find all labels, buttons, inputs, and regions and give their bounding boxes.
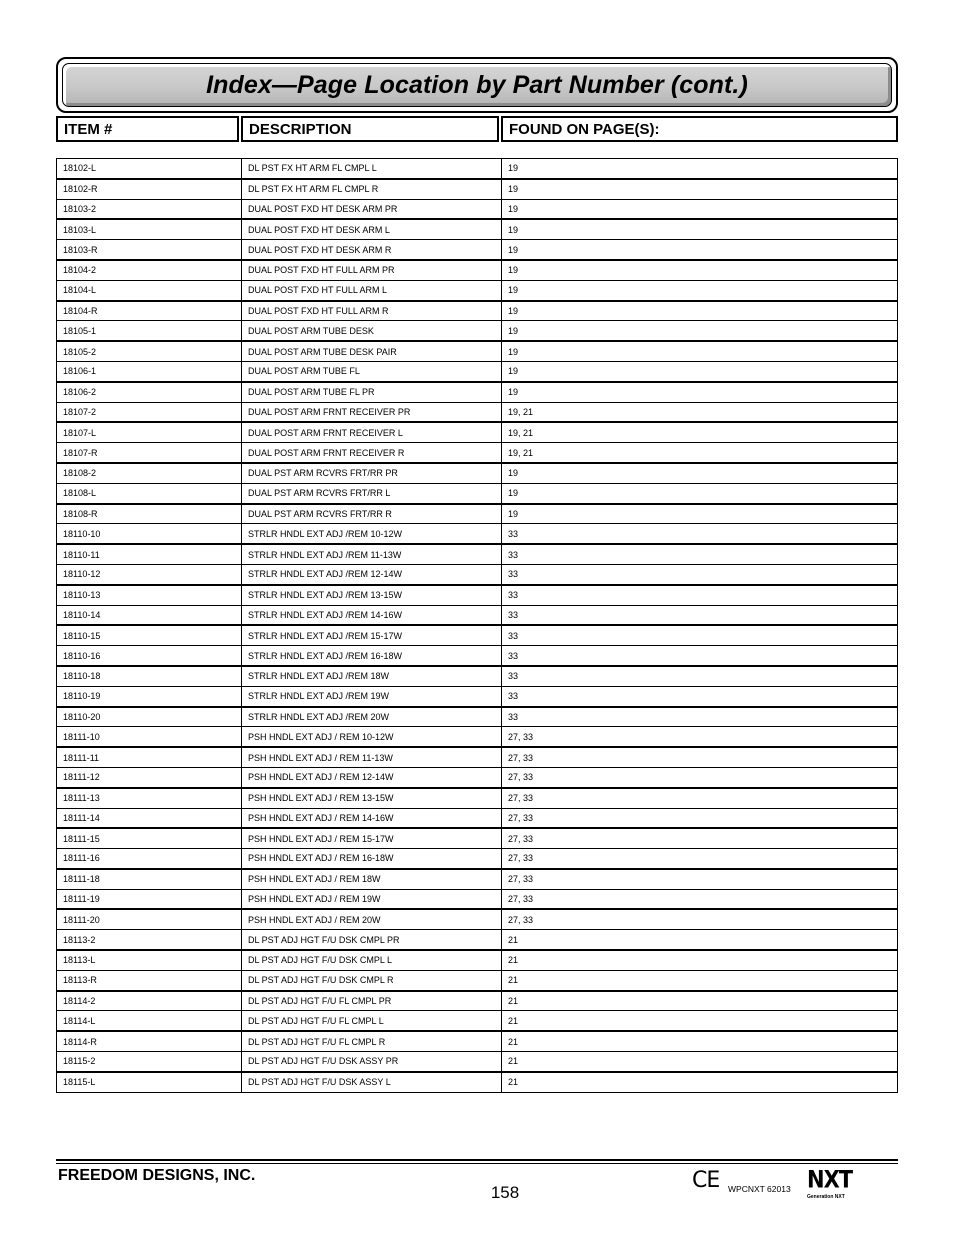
table-row bbox=[57, 341, 898, 361]
item-number-cell: 18105-2 bbox=[57, 341, 242, 361]
table-row bbox=[57, 361, 898, 381]
column-header-description: DESCRIPTION bbox=[241, 116, 499, 142]
item-number-cell: 18114-R bbox=[57, 1031, 242, 1051]
description-cell: DUAL PST ARM RCVRS FRT/RR R bbox=[242, 504, 502, 524]
item-number-cell: 18103-L bbox=[57, 219, 242, 239]
table-row bbox=[57, 788, 898, 808]
pages-cell: 21 bbox=[502, 1031, 898, 1051]
description-cell: DL PST FX HT ARM FL CMPL R bbox=[242, 179, 502, 199]
pages-cell: 21 bbox=[502, 1011, 898, 1031]
description-cell: PSH HNDL EXT ADJ / REM 16-18W bbox=[242, 849, 502, 869]
item-number-cell: 18108-L bbox=[57, 483, 242, 503]
pages-cell: 19 bbox=[502, 463, 898, 483]
description-cell: DUAL PST ARM RCVRS FRT/RR PR bbox=[242, 463, 502, 483]
table-row bbox=[57, 1052, 898, 1072]
description-cell: DL PST ADJ HGT F/U FL CMPL L bbox=[242, 1011, 502, 1031]
pages-cell: 33 bbox=[502, 646, 898, 666]
item-number-cell: 18110-13 bbox=[57, 585, 242, 605]
description-cell: DUAL POST ARM TUBE FL bbox=[242, 361, 502, 381]
pages-cell: 33 bbox=[502, 666, 898, 686]
pages-cell: 33 bbox=[502, 625, 898, 645]
pages-cell: 19 bbox=[502, 280, 898, 300]
item-number-cell: 18114-L bbox=[57, 1011, 242, 1031]
table-row bbox=[57, 970, 898, 990]
description-cell: PSH HNDL EXT ADJ / REM 15-17W bbox=[242, 828, 502, 848]
company-name: FREEDOM DESIGNS, INC. bbox=[58, 1167, 256, 1184]
description-cell: DUAL POST FXD HT FULL ARM R bbox=[242, 301, 502, 321]
nxt-logo-tagline: Generation NXT bbox=[807, 1194, 845, 1200]
table-row bbox=[57, 889, 898, 909]
item-number-cell: 18110-11 bbox=[57, 544, 242, 564]
description-cell: DUAL POST ARM TUBE DESK PAIR bbox=[242, 341, 502, 361]
pages-cell: 21 bbox=[502, 970, 898, 990]
pages-cell: 27, 33 bbox=[502, 849, 898, 869]
item-number-cell: 18110-14 bbox=[57, 605, 242, 625]
table-row bbox=[57, 849, 898, 869]
description-cell: STRLR HNDL EXT ADJ /REM 12-14W bbox=[242, 564, 502, 584]
document-code: WPCNXT 62013 bbox=[728, 1184, 791, 1194]
description-cell: PSH HNDL EXT ADJ / REM 19W bbox=[242, 889, 502, 909]
table-row bbox=[57, 828, 898, 848]
pages-cell: 19 bbox=[502, 321, 898, 341]
pages-cell: 27, 33 bbox=[502, 767, 898, 787]
table-row bbox=[57, 727, 898, 747]
footer-rule-thin bbox=[56, 1163, 898, 1164]
description-cell: DL PST FX HT ARM FL CMPL L bbox=[242, 159, 502, 179]
item-number-cell: 18110-15 bbox=[57, 625, 242, 645]
description-cell: DL PST ADJ HGT F/U FL CMPL PR bbox=[242, 991, 502, 1011]
item-number-cell: 18106-1 bbox=[57, 361, 242, 381]
table-row bbox=[57, 1072, 898, 1092]
item-number-cell: 18104-2 bbox=[57, 260, 242, 280]
pages-cell: 27, 33 bbox=[502, 909, 898, 929]
description-cell: DUAL POST ARM FRNT RECEIVER L bbox=[242, 422, 502, 442]
item-number-cell: 18113-2 bbox=[57, 930, 242, 950]
description-cell: PSH HNDL EXT ADJ / REM 13-15W bbox=[242, 788, 502, 808]
nxt-logo-word: NXT bbox=[807, 1165, 853, 1194]
pages-cell: 27, 33 bbox=[502, 747, 898, 767]
table-row bbox=[57, 707, 898, 727]
pages-cell: 27, 33 bbox=[502, 889, 898, 909]
table-row bbox=[57, 199, 898, 219]
table-row bbox=[57, 179, 898, 199]
pages-cell: 19 bbox=[502, 260, 898, 280]
pages-cell: 33 bbox=[502, 686, 898, 706]
item-number-cell: 18113-L bbox=[57, 950, 242, 970]
pages-cell: 21 bbox=[502, 930, 898, 950]
pages-cell: 19 bbox=[502, 219, 898, 239]
item-number-cell: 18107-L bbox=[57, 422, 242, 442]
description-cell: DUAL POST FXD HT DESK ARM R bbox=[242, 240, 502, 260]
pages-cell: 19, 21 bbox=[502, 443, 898, 463]
description-cell: DUAL POST FXD HT DESK ARM L bbox=[242, 219, 502, 239]
pages-cell: 19, 21 bbox=[502, 402, 898, 422]
title-banner bbox=[56, 57, 898, 113]
item-number-cell: 18111-14 bbox=[57, 808, 242, 828]
pages-cell: 27, 33 bbox=[502, 727, 898, 747]
description-cell: STRLR HNDL EXT ADJ /REM 11-13W bbox=[242, 544, 502, 564]
description-cell: STRLR HNDL EXT ADJ /REM 10-12W bbox=[242, 524, 502, 544]
description-cell: DUAL POST ARM TUBE DESK bbox=[242, 321, 502, 341]
item-number-cell: 18103-R bbox=[57, 240, 242, 260]
item-number-cell: 18108-R bbox=[57, 504, 242, 524]
table-row bbox=[57, 240, 898, 260]
item-number-cell: 18110-12 bbox=[57, 564, 242, 584]
table-row bbox=[57, 625, 898, 645]
item-number-cell: 18111-19 bbox=[57, 889, 242, 909]
item-number-cell: 18108-2 bbox=[57, 463, 242, 483]
item-number-cell: 18105-1 bbox=[57, 321, 242, 341]
column-header-pages: FOUND ON PAGE(S): bbox=[501, 116, 898, 142]
item-number-cell: 18103-2 bbox=[57, 199, 242, 219]
item-number-cell: 18110-20 bbox=[57, 707, 242, 727]
table-row bbox=[57, 605, 898, 625]
item-number-cell: 18110-16 bbox=[57, 646, 242, 666]
table-row bbox=[57, 950, 898, 970]
pages-cell: 21 bbox=[502, 1072, 898, 1092]
item-number-cell: 18114-2 bbox=[57, 991, 242, 1011]
table-row bbox=[57, 646, 898, 666]
description-cell: STRLR HNDL EXT ADJ /REM 15-17W bbox=[242, 625, 502, 645]
item-number-cell: 18110-18 bbox=[57, 666, 242, 686]
description-cell: DL PST ADJ HGT F/U FL CMPL R bbox=[242, 1031, 502, 1051]
pages-cell: 19 bbox=[502, 341, 898, 361]
table-row bbox=[57, 991, 898, 1011]
table-row bbox=[57, 402, 898, 422]
description-cell: DL PST ADJ HGT F/U DSK ASSY PR bbox=[242, 1052, 502, 1072]
description-cell: DUAL POST ARM TUBE FL PR bbox=[242, 382, 502, 402]
table-row bbox=[57, 422, 898, 442]
description-cell: DUAL POST FXD HT FULL ARM PR bbox=[242, 260, 502, 280]
pages-cell: 33 bbox=[502, 707, 898, 727]
item-number-cell: 18111-15 bbox=[57, 828, 242, 848]
table-row bbox=[57, 219, 898, 239]
table-row bbox=[57, 544, 898, 564]
item-number-cell: 18111-11 bbox=[57, 747, 242, 767]
pages-cell: 19 bbox=[502, 301, 898, 321]
item-number-cell: 18102-L bbox=[57, 159, 242, 179]
table-row bbox=[57, 686, 898, 706]
description-cell: DL PST ADJ HGT F/U DSK CMPL L bbox=[242, 950, 502, 970]
footer-rule bbox=[56, 1159, 898, 1161]
description-cell: PSH HNDL EXT ADJ / REM 14-16W bbox=[242, 808, 502, 828]
table-row bbox=[57, 1031, 898, 1051]
description-cell: DL PST ADJ HGT F/U DSK ASSY L bbox=[242, 1072, 502, 1092]
table-row bbox=[57, 321, 898, 341]
item-number-cell: 18115-2 bbox=[57, 1052, 242, 1072]
pages-cell: 19 bbox=[502, 240, 898, 260]
description-cell: DUAL POST ARM FRNT RECEIVER R bbox=[242, 443, 502, 463]
description-cell: DUAL POST FXD HT FULL ARM L bbox=[242, 280, 502, 300]
pages-cell: 33 bbox=[502, 585, 898, 605]
table-row bbox=[57, 483, 898, 503]
description-cell: DUAL POST ARM FRNT RECEIVER PR bbox=[242, 402, 502, 422]
column-header-item: ITEM # bbox=[56, 116, 239, 142]
item-number-cell: 18110-10 bbox=[57, 524, 242, 544]
table-row bbox=[57, 524, 898, 544]
table-row bbox=[57, 301, 898, 321]
pages-cell: 19 bbox=[502, 199, 898, 219]
item-number-cell: 18111-16 bbox=[57, 849, 242, 869]
pages-cell: 19 bbox=[502, 179, 898, 199]
table-row bbox=[57, 382, 898, 402]
table-row bbox=[57, 767, 898, 787]
item-number-cell: 18102-R bbox=[57, 179, 242, 199]
pages-cell: 19 bbox=[502, 504, 898, 524]
item-number-cell: 18104-L bbox=[57, 280, 242, 300]
item-number-cell: 18107-2 bbox=[57, 402, 242, 422]
pages-cell: 19, 21 bbox=[502, 422, 898, 442]
table-row bbox=[57, 564, 898, 584]
description-cell: STRLR HNDL EXT ADJ /REM 20W bbox=[242, 707, 502, 727]
table-row bbox=[57, 504, 898, 524]
pages-cell: 33 bbox=[502, 524, 898, 544]
description-cell: PSH HNDL EXT ADJ / REM 20W bbox=[242, 909, 502, 929]
table-row bbox=[57, 159, 898, 179]
column-header-row bbox=[56, 116, 898, 142]
pages-cell: 21 bbox=[502, 1052, 898, 1072]
ce-mark-logo: CE bbox=[692, 1168, 720, 1193]
pages-cell: 21 bbox=[502, 991, 898, 1011]
description-cell: PSH HNDL EXT ADJ / REM 18W bbox=[242, 869, 502, 889]
item-number-cell: 18107-R bbox=[57, 443, 242, 463]
table-row bbox=[57, 909, 898, 929]
item-number-cell: 18115-L bbox=[57, 1072, 242, 1092]
description-cell: DUAL PST ARM RCVRS FRT/RR L bbox=[242, 483, 502, 503]
description-cell: DUAL POST FXD HT DESK ARM PR bbox=[242, 199, 502, 219]
table-row bbox=[57, 869, 898, 889]
item-number-cell: 18111-20 bbox=[57, 909, 242, 929]
pages-cell: 21 bbox=[502, 950, 898, 970]
item-number-cell: 18111-13 bbox=[57, 788, 242, 808]
title-panel bbox=[62, 63, 892, 107]
pages-cell: 33 bbox=[502, 564, 898, 584]
item-number-cell: 18113-R bbox=[57, 970, 242, 990]
description-cell: PSH HNDL EXT ADJ / REM 10-12W bbox=[242, 727, 502, 747]
table-row bbox=[57, 260, 898, 280]
table-row bbox=[57, 463, 898, 483]
description-cell: PSH HNDL EXT ADJ / REM 12-14W bbox=[242, 767, 502, 787]
page-number: 158 bbox=[490, 1183, 520, 1202]
table-row bbox=[57, 808, 898, 828]
item-number-cell: 18111-18 bbox=[57, 869, 242, 889]
page-title: Index—Page Location by Part Number (cont.) bbox=[206, 70, 748, 99]
description-cell: STRLR HNDL EXT ADJ /REM 14-16W bbox=[242, 605, 502, 625]
pages-cell: 19 bbox=[502, 361, 898, 381]
index-table-body bbox=[57, 159, 898, 1093]
pages-cell: 27, 33 bbox=[502, 788, 898, 808]
pages-cell: 19 bbox=[502, 159, 898, 179]
description-cell: STRLR HNDL EXT ADJ /REM 18W bbox=[242, 666, 502, 686]
item-number-cell: 18111-10 bbox=[57, 727, 242, 747]
description-cell: STRLR HNDL EXT ADJ /REM 16-18W bbox=[242, 646, 502, 666]
description-cell: PSH HNDL EXT ADJ / REM 11-13W bbox=[242, 747, 502, 767]
description-cell: DL PST ADJ HGT F/U DSK CMPL PR bbox=[242, 930, 502, 950]
index-table bbox=[56, 158, 898, 1093]
pages-cell: 19 bbox=[502, 483, 898, 503]
table-row bbox=[57, 930, 898, 950]
item-number-cell: 18111-12 bbox=[57, 767, 242, 787]
description-cell: STRLR HNDL EXT ADJ /REM 13-15W bbox=[242, 585, 502, 605]
table-row bbox=[57, 1011, 898, 1031]
pages-cell: 33 bbox=[502, 544, 898, 564]
pages-cell: 33 bbox=[502, 605, 898, 625]
pages-cell: 27, 33 bbox=[502, 828, 898, 848]
pages-cell: 27, 33 bbox=[502, 869, 898, 889]
table-row bbox=[57, 443, 898, 463]
table-row bbox=[57, 585, 898, 605]
nxt-logo bbox=[807, 1165, 857, 1202]
description-cell: DL PST ADJ HGT F/U DSK CMPL R bbox=[242, 970, 502, 990]
pages-cell: 27, 33 bbox=[502, 808, 898, 828]
item-number-cell: 18110-19 bbox=[57, 686, 242, 706]
description-cell: STRLR HNDL EXT ADJ /REM 19W bbox=[242, 686, 502, 706]
table-row bbox=[57, 280, 898, 300]
pages-cell: 19 bbox=[502, 382, 898, 402]
table-row bbox=[57, 747, 898, 767]
item-number-cell: 18106-2 bbox=[57, 382, 242, 402]
table-row bbox=[57, 666, 898, 686]
item-number-cell: 18104-R bbox=[57, 301, 242, 321]
